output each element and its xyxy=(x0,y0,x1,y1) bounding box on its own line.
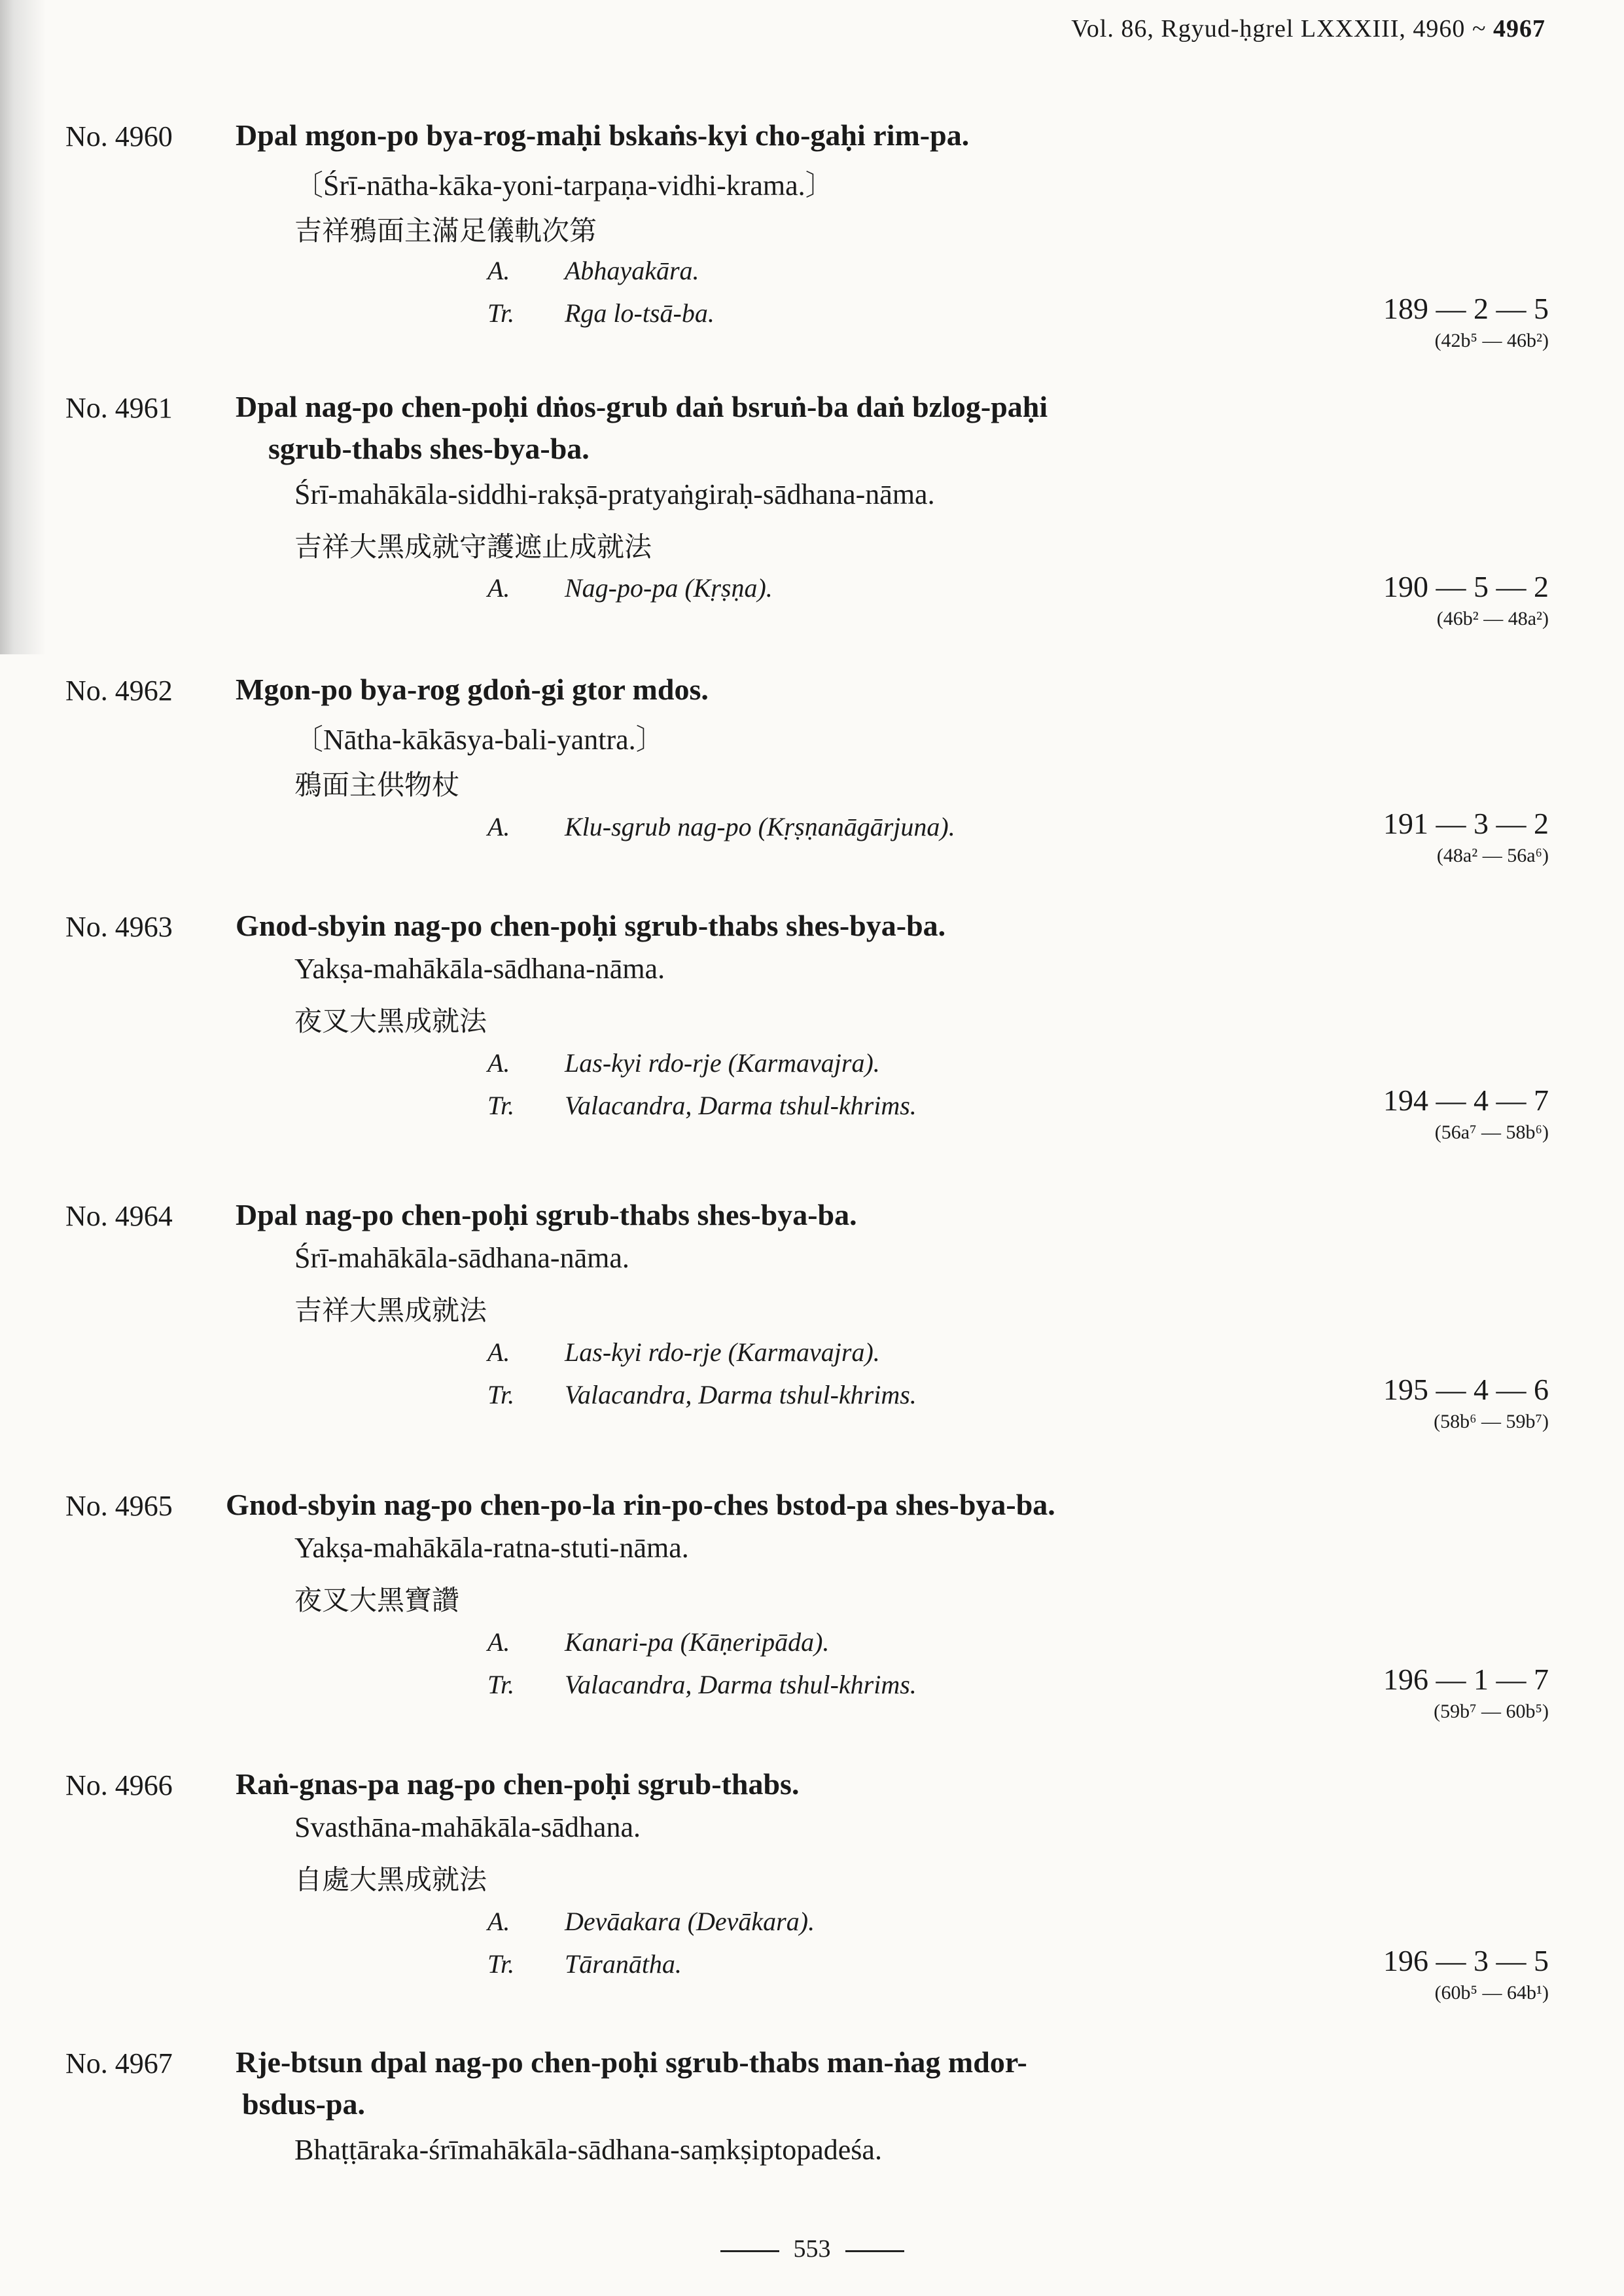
tibetan-title-line: Dpal nag-po chen-poḥi dṅos-grub daṅ bsruṅ-ba daṅ bzlog-paḥi xyxy=(236,390,1048,423)
attribution-translator xyxy=(487,1669,917,1700)
chinese-title: 鴉面主供物杖 xyxy=(294,769,460,801)
entry-number: No. 4966 xyxy=(65,1769,173,1801)
tibetan-title xyxy=(236,386,1309,470)
entry-number: No. 4967 xyxy=(65,2047,173,2079)
sanskrit-title: Yakṣa-mahākāla-sādhana-nāma. xyxy=(294,953,665,985)
attribution-author xyxy=(487,1627,829,1657)
attribution-name: Devāakara (Devākara). xyxy=(565,1907,815,1936)
tibetan-title xyxy=(236,2041,1309,2125)
entry-number: No. 4960 xyxy=(65,120,173,152)
attribution-role: A. xyxy=(487,256,510,285)
sanskrit-title: Svasthāna-mahākāla-sādhana. xyxy=(294,1811,641,1843)
attribution-translator xyxy=(487,298,715,328)
sanskrit-title: 〔Nātha-kākāsya-bali-yantra.〕 xyxy=(294,724,665,756)
footer-rule-left xyxy=(720,2250,779,2252)
folio-range: (56a⁷ — 58b⁶) xyxy=(1434,1122,1549,1143)
header-volume: Vol. 86, Rgyud-ḥgrel LXXXIII, 4960 xyxy=(1071,15,1466,43)
attribution-name: Nag-po-pa (Kṛṣṇa). xyxy=(565,573,773,603)
chinese-title: 吉祥大黑成就守護遮止成就法 xyxy=(294,531,652,563)
tibetan-title xyxy=(236,1194,1309,1236)
attribution-name: Valacandra, Darma tshul-khrims. xyxy=(565,1091,917,1120)
tibetan-title xyxy=(226,1484,1338,1526)
reference-number: 196 — 3 — 5 xyxy=(1383,1944,1549,1977)
attribution-role: A. xyxy=(487,1907,510,1936)
tibetan-title-line: sgrub-thabs shes-bya-ba. xyxy=(268,432,590,465)
sanskrit-title: Bhaṭṭāraka-śrīmahākāla-sādhana-saṃkṣiptopadeśa. xyxy=(294,2134,882,2166)
page-reference xyxy=(1383,1662,1549,1723)
chinese-title: 吉祥大黑成就法 xyxy=(294,1294,487,1326)
tibetan-title-line: Mgon-po bya-rog gdoṅ-gi gtor mdos. xyxy=(236,673,709,706)
tibetan-title-line: Raṅ-gnas-pa nag-po chen-poḥi sgrub-thabs. xyxy=(236,1767,800,1801)
sanskrit-title: 〔Śrī-nātha-kāka-yoni-tarpaṇa-vidhi-krama.〕 xyxy=(294,169,834,202)
tibetan-title-line: Dpal nag-po chen-poḥi sgrub-thabs shes-bya-ba. xyxy=(236,1198,857,1231)
attribution-role: A. xyxy=(487,1337,510,1367)
footer-rule-right xyxy=(845,2250,904,2252)
reference-number: 189 — 2 — 5 xyxy=(1383,292,1549,325)
page-reference xyxy=(1383,569,1549,630)
folio-range: (46b² — 48a²) xyxy=(1436,608,1549,629)
entry-number: No. 4964 xyxy=(65,1200,173,1232)
reference-number: 195 — 4 — 6 xyxy=(1383,1373,1549,1406)
page-reference xyxy=(1383,291,1549,352)
attribution-role: Tr. xyxy=(487,1091,515,1120)
attribution-author xyxy=(487,811,955,842)
chinese-title: 夜叉大黑成就法 xyxy=(294,1005,487,1037)
scan-edge-shadow xyxy=(0,0,46,654)
reference-number: 194 — 4 — 7 xyxy=(1383,1084,1549,1117)
folio-range: (48a² — 56a⁶) xyxy=(1436,845,1549,866)
reference-number: 190 — 5 — 2 xyxy=(1383,570,1549,603)
attribution-translator xyxy=(487,1949,682,1979)
chinese-title: 夜叉大黑寶讚 xyxy=(294,1584,460,1616)
sanskrit-title: Śrī-mahākāla-sādhana-nāma. xyxy=(294,1242,629,1274)
entry-number: No. 4965 xyxy=(65,1490,173,1522)
attribution-role: A. xyxy=(487,812,510,841)
attribution-role: A. xyxy=(487,1048,510,1078)
folio-range: (60b⁵ — 64b¹) xyxy=(1434,1982,1549,2004)
chinese-title: 吉祥鴉面主滿足儀軌次第 xyxy=(294,215,597,247)
attribution-translator xyxy=(487,1379,917,1410)
entry-number: No. 4962 xyxy=(65,675,173,707)
tibetan-title xyxy=(236,905,1309,947)
attribution-author xyxy=(487,573,773,603)
attribution-name: Las-kyi rdo-rje (Karmavajra). xyxy=(565,1048,880,1078)
tibetan-title-line: bsdus-pa. xyxy=(242,2087,365,2121)
folio-range: (58b⁶ — 59b⁷) xyxy=(1434,1411,1549,1432)
sanskrit-title: Yakṣa-mahākāla-ratna-stuti-nāma. xyxy=(294,1532,689,1564)
attribution-author xyxy=(487,1337,880,1368)
attribution-translator xyxy=(487,1090,917,1121)
attribution-name: Kanari-pa (Kāṇeripāda). xyxy=(565,1627,830,1657)
chinese-title: 自處大黑成就法 xyxy=(294,1863,487,1896)
folio-range: (42b⁵ — 46b²) xyxy=(1434,330,1549,351)
attribution-name: Rga lo-tsā-ba. xyxy=(565,298,715,328)
tibetan-title xyxy=(236,1763,1309,1805)
tibetan-title-line: Rje-btsun dpal nag-po chen-poḥi sgrub-thabs man-ṅag mdor- xyxy=(236,2045,1027,2079)
attribution-role: Tr. xyxy=(487,1949,515,1979)
folio-range: (59b⁷ — 60b⁵) xyxy=(1434,1701,1549,1722)
tibetan-title xyxy=(236,115,1309,156)
attribution-name: Valacandra, Darma tshul-khrims. xyxy=(565,1670,917,1699)
header-tilde: ~ xyxy=(1472,15,1487,43)
page-footer xyxy=(0,2234,1624,2263)
attribution-role: Tr. xyxy=(487,1670,515,1699)
page-reference xyxy=(1383,1083,1549,1144)
running-header xyxy=(1071,14,1545,43)
attribution-author xyxy=(487,255,699,286)
reference-number: 196 — 1 — 7 xyxy=(1383,1663,1549,1696)
entry-number: No. 4961 xyxy=(65,392,173,424)
attribution-name: Abhayakāra. xyxy=(565,256,699,285)
page-reference xyxy=(1383,1943,1549,2004)
attribution-author xyxy=(487,1048,880,1078)
attribution-name: Tāranātha. xyxy=(565,1949,682,1979)
tibetan-title xyxy=(236,669,1309,711)
page-reference xyxy=(1383,1372,1549,1433)
sanskrit-title: Śrī-mahākāla-siddhi-rakṣā-pratyaṅgiraḥ-sādhana-nāma. xyxy=(294,478,935,510)
page-reference xyxy=(1383,806,1549,867)
attribution-name: Klu-sgrub nag-po (Kṛṣṇanāgārjuna). xyxy=(565,812,955,841)
header-range-end: 4967 xyxy=(1493,15,1545,43)
page-number: 553 xyxy=(793,2235,831,2263)
attribution-role: A. xyxy=(487,573,510,603)
attribution-role: A. xyxy=(487,1627,510,1657)
tibetan-title-line: Gnod-sbyin nag-po chen-poḥi sgrub-thabs shes-bya-ba. xyxy=(236,909,946,942)
attribution-author xyxy=(487,1906,815,1937)
attribution-role: Tr. xyxy=(487,1380,515,1409)
attribution-role: Tr. xyxy=(487,298,515,328)
attribution-name: Valacandra, Darma tshul-khrims. xyxy=(565,1380,917,1409)
tibetan-title-line: Gnod-sbyin nag-po chen-po-la rin-po-ches bstod-pa shes-bya-ba. xyxy=(226,1488,1055,1521)
entry-number: No. 4963 xyxy=(65,911,173,943)
reference-number: 191 — 3 — 2 xyxy=(1383,807,1549,840)
attribution-name: Las-kyi rdo-rje (Karmavajra). xyxy=(565,1337,880,1367)
tibetan-title-line: Dpal mgon-po bya-rog-maḥi bskaṅs-kyi cho-gaḥi rim-pa. xyxy=(236,118,970,152)
